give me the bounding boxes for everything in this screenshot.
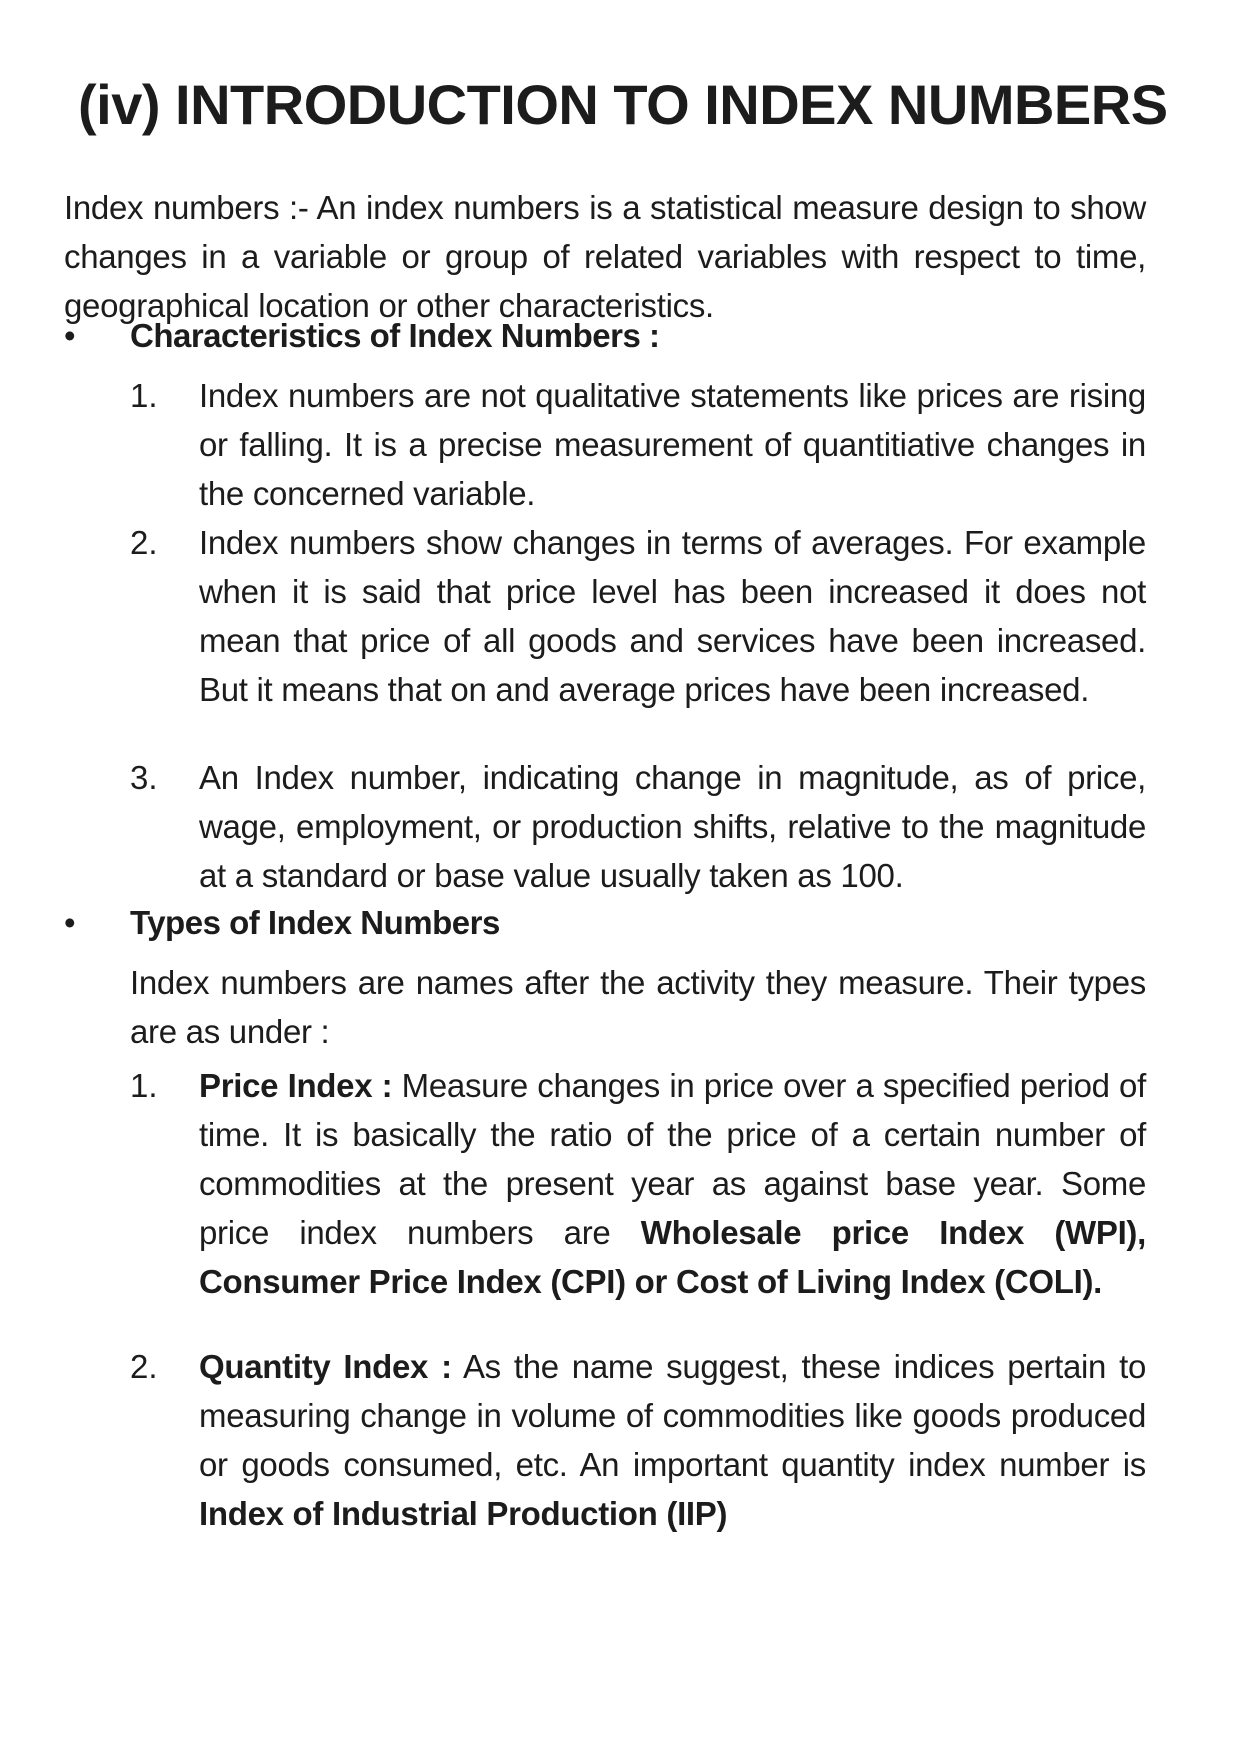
intro-paragraph: Index numbers :- An index numbers is a statistical measure design to show changes in a variable or group of related variables with respect to time, geographical location or other characteristics. [64,189,1146,324]
item-text: Index numbers show changes in terms of averages. For example when it is said that price level has been increased it does not mean that price of all goods and services have been increased. But it means that on and average prices have been increased. [199,524,1146,708]
bullet-icon: • [64,904,76,941]
item-number: 2. [130,524,158,561]
types-intro: Index numbers are names after the activity they measure. Their types are as under : [130,964,1146,1050]
item-text: Index numbers are not qualitative statements like prices are rising or falling. It is a precise measurement of quantitiative changes in the concerned variable. [199,377,1146,512]
page-title: (iv) INTRODUCTION TO INDEX NUMBERS [78,73,1168,136]
item-term: Quantity Index : [199,1348,452,1385]
item-examples: Index of Industrial Production (IIP) [199,1495,728,1532]
characteristics-heading: Characteristics of Index Numbers : [130,317,660,354]
item-text: An Index number, indicating change in magnitude, as of price, wage, employment, or production shifts, relative to the magnitude at a standard or base value usually taken as 100. [199,759,1146,894]
item-examples: Wholesale price Index (WPI), Consumer Price Index (CPI) or Cost of Living Index (COLI). [199,1214,1146,1300]
item-number: 3. [130,759,158,796]
item-text [199,1342,1146,1538]
item-description: As the name suggest, these indices pertain to measuring change in volume of commodities like goods produced or goods consumed, etc. An important quantity index number is [199,1348,1146,1483]
types-bullet [64,898,1146,947]
item-description: Measure changes in price over a specified period of time. It is basically the ratio of the price of a certain number of commodities at the present year as against base year. Some price index numbers are [199,1067,1146,1251]
bullet-icon: • [64,317,76,354]
characteristics-bullet [64,311,1146,360]
item-number: 1. [130,377,158,414]
item-term: Price Index : [199,1067,393,1104]
item-number: 2. [130,1348,158,1385]
item-text [199,1061,1146,1306]
types-heading: Types of Index Numbers [130,904,500,941]
item-number: 1. [130,1067,158,1104]
